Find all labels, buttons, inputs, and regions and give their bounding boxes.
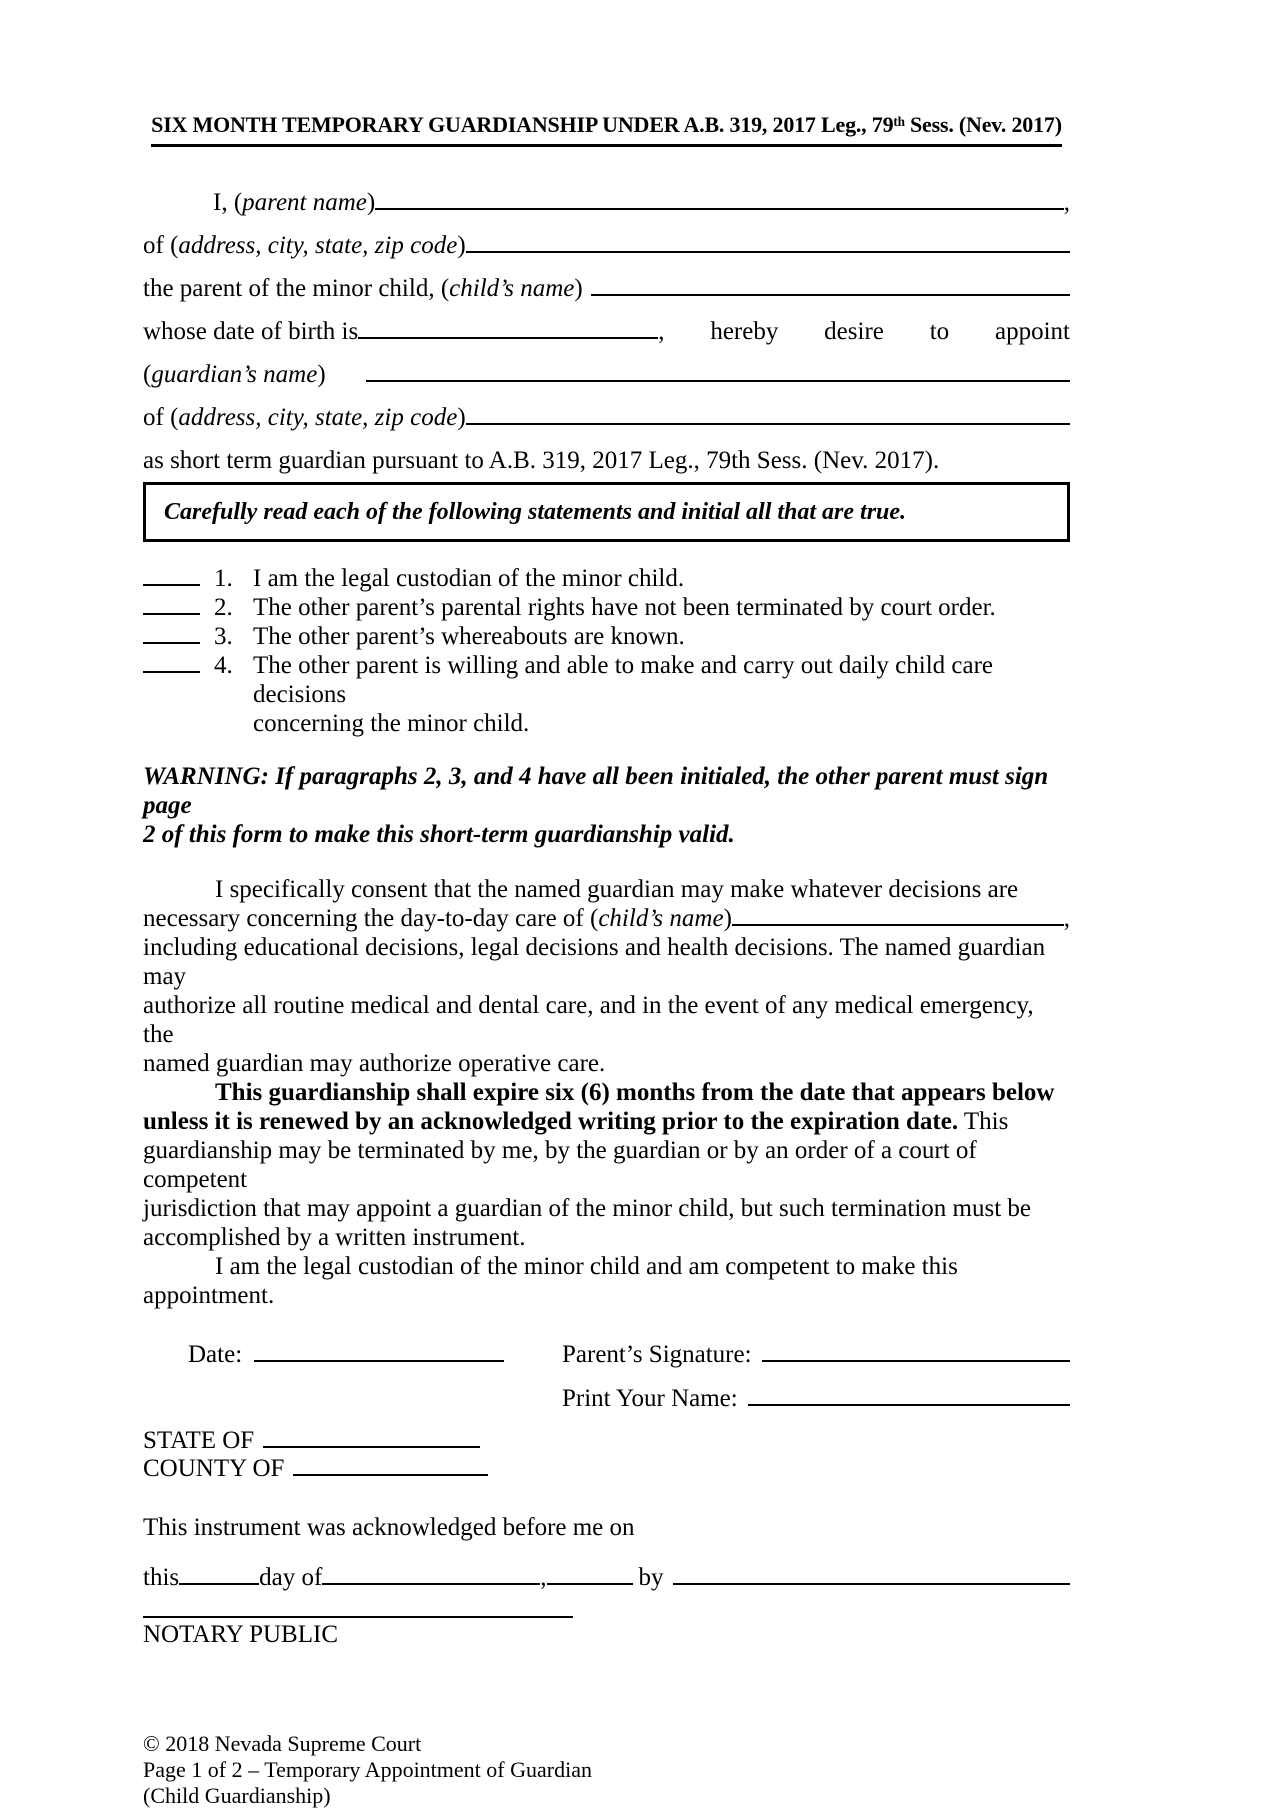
county-blank[interactable] — [293, 1458, 488, 1476]
page-title-part2: Sess. (Nev. 2017) — [904, 112, 1062, 137]
ack-comma: , — [540, 1564, 547, 1591]
notary-signature-line[interactable] — [143, 1616, 573, 1618]
month-blank[interactable] — [322, 1567, 540, 1585]
page-title-superscript: th — [893, 114, 905, 130]
statement-4 — [143, 651, 1070, 738]
intro-line-guardian-name — [143, 353, 1070, 396]
footer-form-line: (Child Guardianship) — [143, 1783, 331, 1808]
day-of-label: day of — [259, 1564, 323, 1591]
statement-1 — [143, 564, 1070, 593]
date-group — [143, 1340, 562, 1369]
word-desire: desire — [824, 318, 884, 345]
notice-box-text: Carefully read each of the following statements and initial all that are true. — [164, 499, 907, 525]
birth-date-blank[interactable] — [358, 321, 658, 339]
parent-signature-group — [562, 1340, 1070, 1369]
parent-address-blank[interactable] — [466, 235, 1070, 253]
guardian-address-label: of (address, city, state, zip code) — [143, 404, 466, 431]
statements-list — [143, 564, 1070, 738]
intro-line-pursuant — [143, 439, 1070, 482]
parent-signature-blank[interactable] — [762, 1344, 1070, 1362]
statement-1-text: I am the legal custodian of the minor child. — [253, 565, 685, 592]
footer-page-line: Page 1 of 2 – Temporary Appointment of Guardian — [143, 1757, 592, 1782]
statement-2 — [143, 593, 1070, 622]
child-name-blank-2[interactable] — [732, 908, 1064, 926]
expiration-paragraph — [143, 1078, 1070, 1310]
statement-1-number: 1. — [214, 565, 233, 592]
year-blank[interactable] — [547, 1567, 633, 1585]
statement-2-initial-blank[interactable] — [143, 599, 200, 615]
consent-line5: named guardian may authorize operative care. — [143, 1050, 606, 1077]
child-name-label: the parent of the minor child, (child’s name) — [143, 275, 583, 302]
footer-copyright: © 2018 Nevada Supreme Court — [143, 1731, 422, 1756]
consent-line1: I specifically consent that the named guardian may make whatever decisions are — [215, 876, 1019, 903]
competency-statement: I am the legal custodian of the minor child and am competent to make this appointment. — [143, 1253, 958, 1309]
intro-line-parent-name — [143, 181, 1070, 224]
intro-line-child-name — [143, 267, 1070, 310]
expiration-line5: accomplished by a written instrument. — [143, 1224, 526, 1251]
birth-date-label: whose date of birth is — [143, 318, 359, 345]
parent-address-label: of (address, city, state, zip code) — [143, 232, 466, 259]
state-of-label: STATE OF — [143, 1427, 255, 1454]
pursuant-text: as short term guardian pursuant to A.B. 319, 2017 Leg., 79th Sess. (Nev. 2017). — [143, 447, 940, 474]
page-title — [151, 112, 1062, 147]
state-of-row — [143, 1427, 1070, 1455]
date-label: Date: — [188, 1341, 243, 1368]
date-blank[interactable] — [254, 1344, 504, 1362]
print-name-blank[interactable] — [748, 1388, 1070, 1406]
parent-name-label: I, (parent name) — [213, 189, 376, 216]
consent-line2 — [143, 904, 1070, 933]
guardian-address-blank[interactable] — [466, 407, 1070, 425]
consent-line2-label: necessary concerning the day-to-day care of (child’s name) — [143, 905, 732, 932]
statement-4-line1: The other parent is willing and able to make and carry out daily child care decisions — [253, 652, 994, 708]
acknowledgment-text: This instrument was acknowledged before me on — [143, 1514, 635, 1541]
expiration-regular-line2: This — [958, 1108, 1009, 1135]
consent-paragraph — [143, 875, 1070, 1078]
word-appoint: appoint — [994, 318, 1070, 345]
consent-line4: authorize all routine medical and dental care, and in the event of any medical emergency, the — [143, 992, 1034, 1048]
expiration-bold-line1: This guardianship shall expire six (6) months from the date that appears below — [215, 1079, 1055, 1106]
print-name-label: Print Your Name: — [562, 1385, 738, 1412]
expiration-line2 — [143, 1107, 1070, 1136]
warning-paragraph — [143, 762, 1070, 849]
word-to: to — [929, 318, 950, 345]
county-of-label: COUNTY OF — [143, 1455, 285, 1482]
birth-date-comma: , — [658, 318, 665, 345]
guardian-name-label: (guardian’s name) — [143, 361, 326, 388]
title-row — [143, 112, 1070, 147]
warning-line2: 2 of this form to make this short-term guardianship valid. — [143, 821, 735, 848]
state-blank[interactable] — [263, 1430, 480, 1448]
child-name-blank[interactable] — [591, 278, 1070, 296]
parent-name-blank[interactable] — [375, 192, 1064, 210]
statement-4-line2: concerning the minor child. — [253, 710, 530, 737]
print-name-row — [143, 1384, 1070, 1413]
page-footer — [143, 1731, 1070, 1809]
statement-4-initial-blank[interactable] — [143, 657, 200, 673]
by-label: by — [638, 1564, 664, 1591]
statement-2-text: The other parent’s parental rights have not been terminated by court order. — [253, 594, 996, 621]
statement-4-text — [253, 651, 1070, 738]
expiration-line4: jurisdiction that may appoint a guardian of the minor child, but such termination must be — [143, 1195, 1032, 1222]
warning-line1: WARNING: If paragraphs 2, 3, and 4 have all been initialed, the other parent must sign page — [143, 763, 1049, 819]
statement-3 — [143, 622, 1070, 651]
word-hereby: hereby — [710, 318, 779, 345]
intro-line-parent-address — [143, 224, 1070, 267]
parent-signature-label: Parent’s Signature: — [562, 1341, 752, 1368]
intro-line1-comma: , — [1063, 189, 1070, 216]
notary-public-label: NOTARY PUBLIC — [143, 1621, 339, 1648]
statement-3-number: 3. — [214, 623, 233, 650]
acknowledgment-date-row — [143, 1563, 1070, 1592]
county-of-row — [143, 1455, 1070, 1483]
statement-4-number: 4. — [214, 652, 233, 679]
guardian-name-blank[interactable] — [366, 364, 1070, 382]
consent-line2-comma: , — [1063, 905, 1070, 932]
intro-section — [143, 181, 1070, 482]
intro-line-guardian-address — [143, 396, 1070, 439]
this-label: this — [143, 1564, 180, 1591]
day-blank[interactable] — [179, 1567, 259, 1585]
statement-3-initial-blank[interactable] — [143, 628, 200, 644]
notice-box — [143, 482, 1070, 542]
expiration-bold-line2: unless it is renewed by an acknowledged writing prior to the expiration date. — [143, 1108, 959, 1135]
expiration-line3: guardianship may be terminated by me, by the guardian or by an order of a court of competent — [143, 1137, 977, 1193]
statement-1-initial-blank[interactable] — [143, 570, 200, 586]
print-name-group — [562, 1384, 1070, 1413]
intro-line-birth-date — [143, 310, 1070, 353]
statement-3-text: The other parent’s whereabouts are known. — [253, 623, 685, 650]
date-signature-row — [143, 1340, 1070, 1369]
page-title-part1: SIX MONTH TEMPORARY GUARDIANSHIP UNDER A.B. 319, 2017 Leg., 79 — [151, 112, 894, 137]
acknowledged-by-blank[interactable] — [673, 1567, 1070, 1585]
consent-line3: including educational decisions, legal decisions and health decisions. The named guardian may — [143, 934, 1046, 990]
statement-2-number: 2. — [214, 594, 233, 621]
